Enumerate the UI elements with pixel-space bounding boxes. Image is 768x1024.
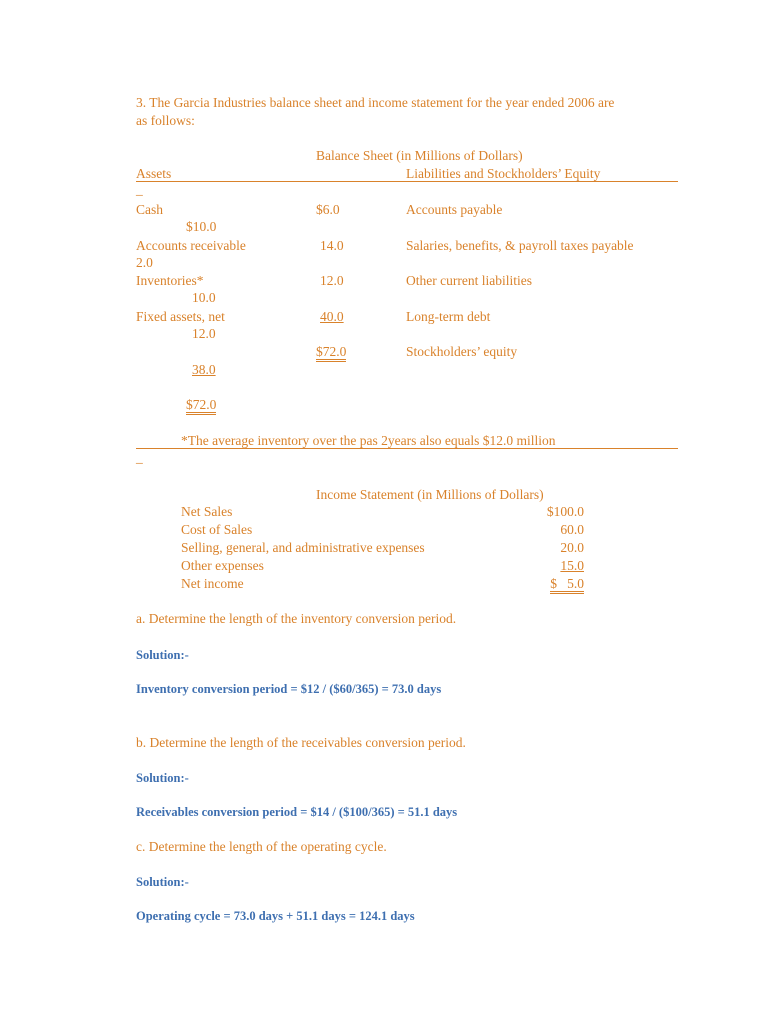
equity-label: Stockholders’ equity bbox=[406, 344, 518, 359]
part-a-answer: Inventory conversion period = $12 / ($60/365) = 73.0 days bbox=[136, 682, 442, 696]
asset-value-cash: $6.0 bbox=[316, 202, 340, 217]
liability-label-long-term-debt: Long-term debt bbox=[406, 309, 491, 324]
part-b-solution-label: Solution:- bbox=[136, 771, 189, 785]
asset-label-fixed: Fixed assets, net bbox=[136, 309, 225, 324]
equity-value: 38.0 bbox=[192, 362, 216, 377]
part-a-question: a. Determine the length of the inventory conversion period. bbox=[136, 611, 457, 626]
question-intro-line1: 3. The Garcia Industries balance sheet and income statement for the year ended 2006 are bbox=[136, 95, 615, 110]
part-c-answer: Operating cycle = 73.0 days + 51.1 days = 124.1 days bbox=[136, 909, 415, 923]
asset-label-inventories: Inventories* bbox=[136, 273, 204, 288]
income-label-sga: Selling, general, and administrative expenses bbox=[181, 540, 425, 555]
liability-value-salaries: 2.0 bbox=[136, 255, 153, 270]
net-income-amount: $ 5.0 bbox=[550, 576, 584, 594]
income-value-other-expenses bbox=[510, 558, 584, 574]
footnote-underline bbox=[136, 448, 678, 449]
assets-header: Assets bbox=[136, 166, 172, 181]
liability-label-salaries: Salaries, benefits, & payroll taxes payable bbox=[406, 238, 634, 253]
income-label-other-expenses: Other expenses bbox=[181, 558, 264, 573]
asset-total: $72.0 bbox=[316, 345, 346, 362]
balance-sheet-title: Balance Sheet (in Millions of Dollars) bbox=[316, 148, 523, 163]
asset-label-cash: Cash bbox=[136, 202, 163, 217]
income-value-net-sales: $100.0 bbox=[546, 504, 584, 519]
income-label-net-sales: Net Sales bbox=[181, 504, 233, 519]
income-value-cost-of-sales: 60.0 bbox=[560, 522, 584, 537]
part-b-answer: Receivables conversion period = $14 / ($100/365) = 51.1 days bbox=[136, 805, 458, 819]
header-underline bbox=[136, 181, 678, 182]
asset-label-receivable: Accounts receivable bbox=[136, 238, 246, 253]
liability-label-accounts-payable: Accounts payable bbox=[406, 202, 503, 217]
liabilities-total: $72.0 bbox=[186, 398, 216, 415]
liability-value-other-current: 10.0 bbox=[192, 290, 216, 305]
income-label-cost-of-sales: Cost of Sales bbox=[181, 522, 253, 537]
other-expenses-amount: 15.0 bbox=[560, 558, 584, 573]
income-label-net-income: Net income bbox=[181, 576, 244, 591]
liability-value-long-term-debt: 12.0 bbox=[192, 326, 216, 341]
liabilities-header: Liabilities and Stockholders’ Equity bbox=[406, 166, 601, 181]
inventory-footnote: *The average inventory over the pas 2years also equals $12.0 million bbox=[181, 433, 556, 448]
liability-value-accounts-payable: $10.0 bbox=[186, 219, 217, 234]
question-intro-line2: as follows: bbox=[136, 113, 195, 128]
income-value-sga: 20.0 bbox=[560, 540, 584, 555]
part-a-solution-label: Solution:- bbox=[136, 648, 189, 662]
liability-label-other-current: Other current liabilities bbox=[406, 273, 532, 288]
asset-value-receivable: 14.0 bbox=[320, 238, 344, 253]
income-value-net-income bbox=[510, 576, 584, 592]
footnote-underscore: _ bbox=[136, 450, 143, 465]
part-c-solution-label: Solution:- bbox=[136, 875, 189, 889]
header-underscore: _ bbox=[136, 182, 143, 197]
asset-value-fixed: 40.0 bbox=[320, 309, 344, 324]
income-statement-title: Income Statement (in Millions of Dollars) bbox=[316, 487, 544, 502]
part-c-question: c. Determine the length of the operating cycle. bbox=[136, 839, 387, 854]
part-b-question: b. Determine the length of the receivables conversion period. bbox=[136, 735, 466, 750]
asset-value-inventories: 12.0 bbox=[320, 273, 344, 288]
